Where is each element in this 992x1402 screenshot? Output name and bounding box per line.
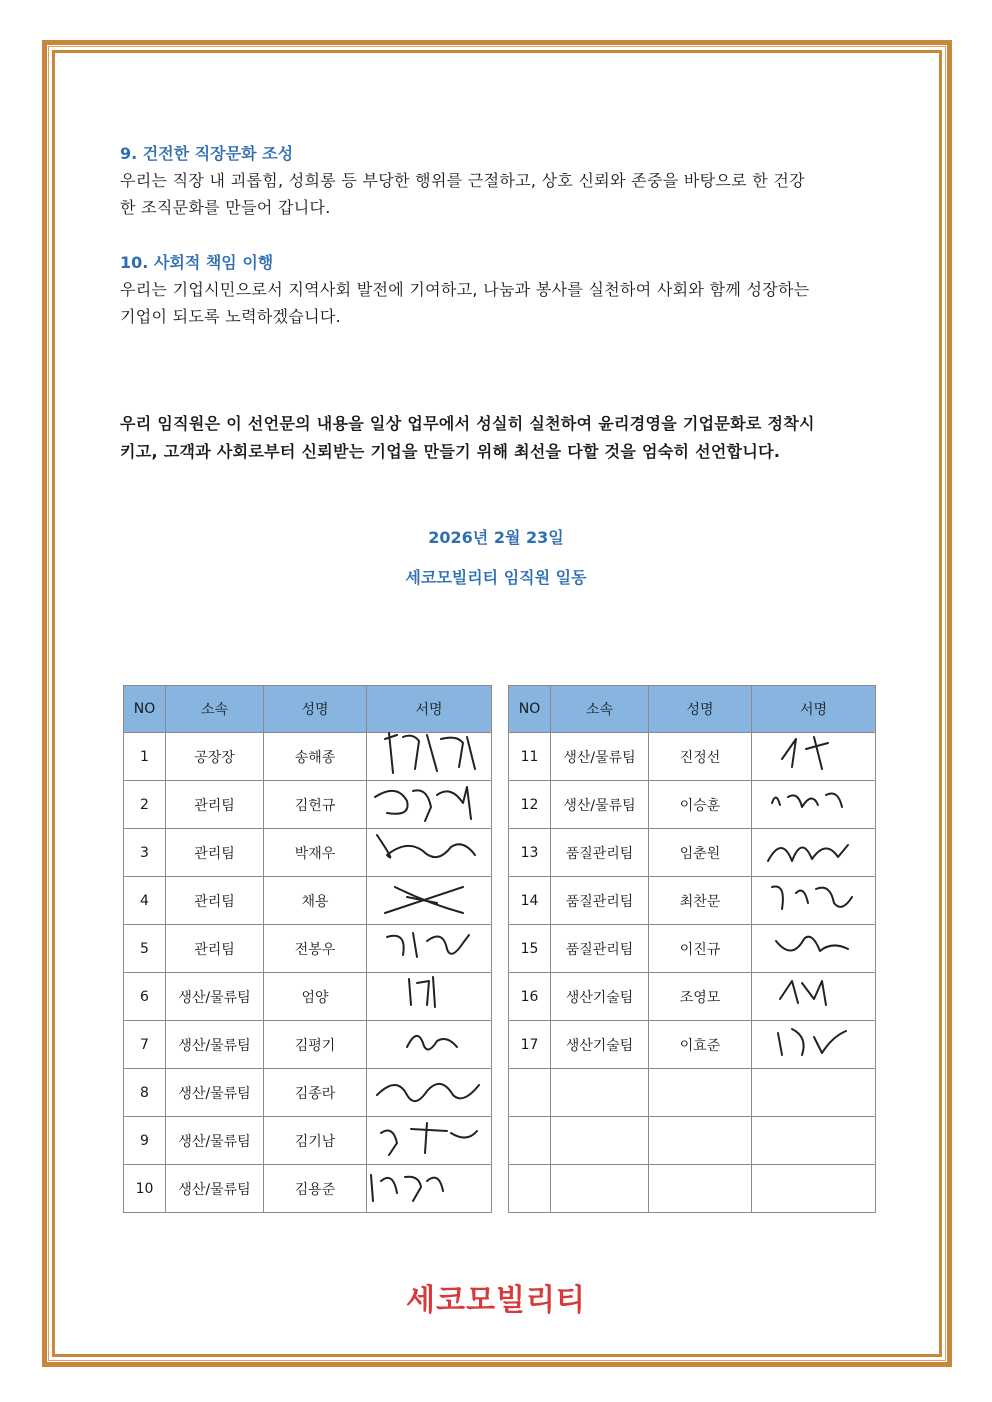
row-name: 김용준 — [264, 1165, 367, 1213]
row-name: 채용 — [264, 877, 367, 925]
row-department: 생산/물류팀 — [166, 1069, 264, 1117]
declaration-line: 우리 임직원은 이 선언문의 내용을 일상 업무에서 성실히 실천하여 윤리경영을 기업문화로 정착시 — [120, 414, 815, 433]
row-number: 5 — [124, 925, 166, 973]
handwritten-signature-image — [367, 825, 487, 875]
declaration-line: 키고, 고객과 사회로부터 신뢰받는 기업을 만들기 위해 최선을 다할 것을 엄숙히 선언합니다. — [120, 442, 781, 461]
row-signature — [367, 1165, 492, 1213]
row-number: 12 — [509, 781, 551, 829]
row-signature — [752, 925, 876, 973]
row-name: 진정선 — [649, 733, 752, 781]
row-number: 15 — [509, 925, 551, 973]
row-name: 이진규 — [649, 925, 752, 973]
handwritten-signature-image — [367, 921, 487, 971]
table-header-row — [509, 686, 876, 733]
row-department: 생산/물류팀 — [166, 1021, 264, 1069]
row-number: 6 — [124, 973, 166, 1021]
row-department: 품질관리팀 — [551, 877, 649, 925]
table-row — [509, 925, 876, 973]
handwritten-signature-image — [367, 873, 487, 923]
section-body-line: 한 조직문화를 만들어 갑니다. — [120, 198, 331, 217]
row-department: 관리팀 — [166, 877, 264, 925]
row-department: 생산/물류팀 — [551, 733, 649, 781]
row-name: 김종라 — [264, 1069, 367, 1117]
header-dept: 소속 — [166, 686, 264, 733]
section-title: 10. 사회적 책임 이행 — [120, 253, 274, 272]
row-signature — [752, 1021, 876, 1069]
handwritten-signature-image — [367, 1065, 487, 1115]
row-department: 관리팀 — [166, 925, 264, 973]
table-row — [124, 1117, 492, 1165]
handwritten-signature-image — [752, 969, 872, 1019]
header-dept: 소속 — [551, 686, 649, 733]
row-department: 생산기술팀 — [551, 1021, 649, 1069]
header-signature: 서명 — [752, 686, 876, 733]
row-number: 1 — [124, 733, 166, 781]
row-number: 17 — [509, 1021, 551, 1069]
row-name: 김헌규 — [264, 781, 367, 829]
handwritten-signature-image — [752, 777, 872, 827]
handwritten-signature-image — [367, 777, 487, 827]
table-row — [124, 829, 492, 877]
section-9 — [120, 141, 880, 221]
row-department: 품질관리팀 — [551, 829, 649, 877]
row-department — [551, 1165, 649, 1213]
table-row — [509, 1021, 876, 1069]
signatory-organization: 세코모빌리티 임직원 일동 — [405, 568, 587, 587]
table-row — [124, 877, 492, 925]
section-10 — [120, 250, 880, 330]
row-number: 4 — [124, 877, 166, 925]
row-number: 7 — [124, 1021, 166, 1069]
row-name — [649, 1165, 752, 1213]
signature-table-right — [508, 685, 876, 1213]
row-number: 3 — [124, 829, 166, 877]
table-header-row — [124, 686, 492, 733]
row-department: 생산/물류팀 — [551, 781, 649, 829]
handwritten-signature-image — [752, 1017, 872, 1067]
row-signature — [752, 1117, 876, 1165]
row-signature — [367, 877, 492, 925]
handwritten-signature-image — [367, 1113, 487, 1163]
table-row — [124, 925, 492, 973]
row-name — [649, 1069, 752, 1117]
table-row — [124, 781, 492, 829]
row-signature — [367, 733, 492, 781]
table-row — [509, 877, 876, 925]
table-row — [509, 1165, 876, 1213]
row-name: 송해종 — [264, 733, 367, 781]
table-row — [509, 1117, 876, 1165]
row-number — [509, 1165, 551, 1213]
row-number: 11 — [509, 733, 551, 781]
header-no: NO — [124, 686, 166, 733]
row-name: 김기남 — [264, 1117, 367, 1165]
row-number: 16 — [509, 973, 551, 1021]
row-department — [551, 1117, 649, 1165]
row-signature — [367, 973, 492, 1021]
row-signature — [752, 877, 876, 925]
row-signature — [367, 1069, 492, 1117]
table-row — [124, 973, 492, 1021]
table-row — [124, 1165, 492, 1213]
row-department — [551, 1069, 649, 1117]
row-department: 품질관리팀 — [551, 925, 649, 973]
handwritten-signature-image — [752, 729, 872, 779]
row-number: 13 — [509, 829, 551, 877]
row-number: 14 — [509, 877, 551, 925]
table-row — [124, 1021, 492, 1069]
row-signature — [367, 829, 492, 877]
section-body-line: 우리는 기업시민으로서 지역사회 발전에 기여하고, 나눔과 봉사를 실천하여 사회와 함께 성장하는 — [120, 280, 810, 299]
row-name: 이승훈 — [649, 781, 752, 829]
row-name: 김평기 — [264, 1021, 367, 1069]
handwritten-signature-image — [367, 969, 487, 1019]
header-no: NO — [509, 686, 551, 733]
row-number: 10 — [124, 1165, 166, 1213]
row-name: 최찬문 — [649, 877, 752, 925]
table-row — [124, 1069, 492, 1117]
row-signature — [752, 973, 876, 1021]
row-department: 생산/물류팀 — [166, 1165, 264, 1213]
section-title: 9. 건전한 직장문화 조성 — [120, 144, 294, 163]
row-signature — [752, 781, 876, 829]
handwritten-signature-image — [367, 1161, 487, 1211]
row-name: 이효준 — [649, 1021, 752, 1069]
row-number: 8 — [124, 1069, 166, 1117]
table-row — [124, 733, 492, 781]
row-name: 전봉우 — [264, 925, 367, 973]
row-department: 관리팀 — [166, 829, 264, 877]
row-signature — [752, 829, 876, 877]
row-name — [649, 1117, 752, 1165]
header-name: 성명 — [264, 686, 367, 733]
row-signature — [367, 1021, 492, 1069]
declaration-date: 2026년 2월 23일 — [428, 528, 564, 547]
row-department: 관리팀 — [166, 781, 264, 829]
row-signature — [752, 1165, 876, 1213]
row-department: 생산기술팀 — [551, 973, 649, 1021]
handwritten-signature-image — [752, 873, 872, 923]
table-row — [509, 733, 876, 781]
section-body-line: 기업이 되도록 노력하겠습니다. — [120, 307, 341, 326]
row-signature — [752, 733, 876, 781]
row-number: 2 — [124, 781, 166, 829]
table-row — [509, 829, 876, 877]
row-department: 생산/물류팀 — [166, 1117, 264, 1165]
row-name: 조영모 — [649, 973, 752, 1021]
row-name: 엄양 — [264, 973, 367, 1021]
table-row — [509, 973, 876, 1021]
header-name: 성명 — [649, 686, 752, 733]
handwritten-signature-image — [367, 1017, 487, 1067]
row-number — [509, 1069, 551, 1117]
signature-table-left — [123, 685, 492, 1213]
header-signature: 서명 — [367, 686, 492, 733]
table-row — [509, 1069, 876, 1117]
declaration-paragraph — [120, 410, 880, 466]
section-body-line: 우리는 직장 내 괴롭힘, 성희롱 등 부당한 행위를 근절하고, 상호 신뢰와 존중을 바탕으로 한 건강 — [120, 171, 805, 190]
row-number — [509, 1117, 551, 1165]
row-department: 생산/물류팀 — [166, 973, 264, 1021]
row-signature — [752, 1069, 876, 1117]
row-name: 임춘원 — [649, 829, 752, 877]
row-name: 박재우 — [264, 829, 367, 877]
brand-logo-text: 세코모빌리티 — [406, 1283, 586, 1318]
table-row — [509, 781, 876, 829]
handwritten-signature-image — [752, 825, 872, 875]
row-department: 공장장 — [166, 733, 264, 781]
row-signature — [367, 925, 492, 973]
handwritten-signature-image — [367, 729, 487, 779]
row-signature — [367, 781, 492, 829]
handwritten-signature-image — [752, 921, 872, 971]
row-number: 9 — [124, 1117, 166, 1165]
row-signature — [367, 1117, 492, 1165]
